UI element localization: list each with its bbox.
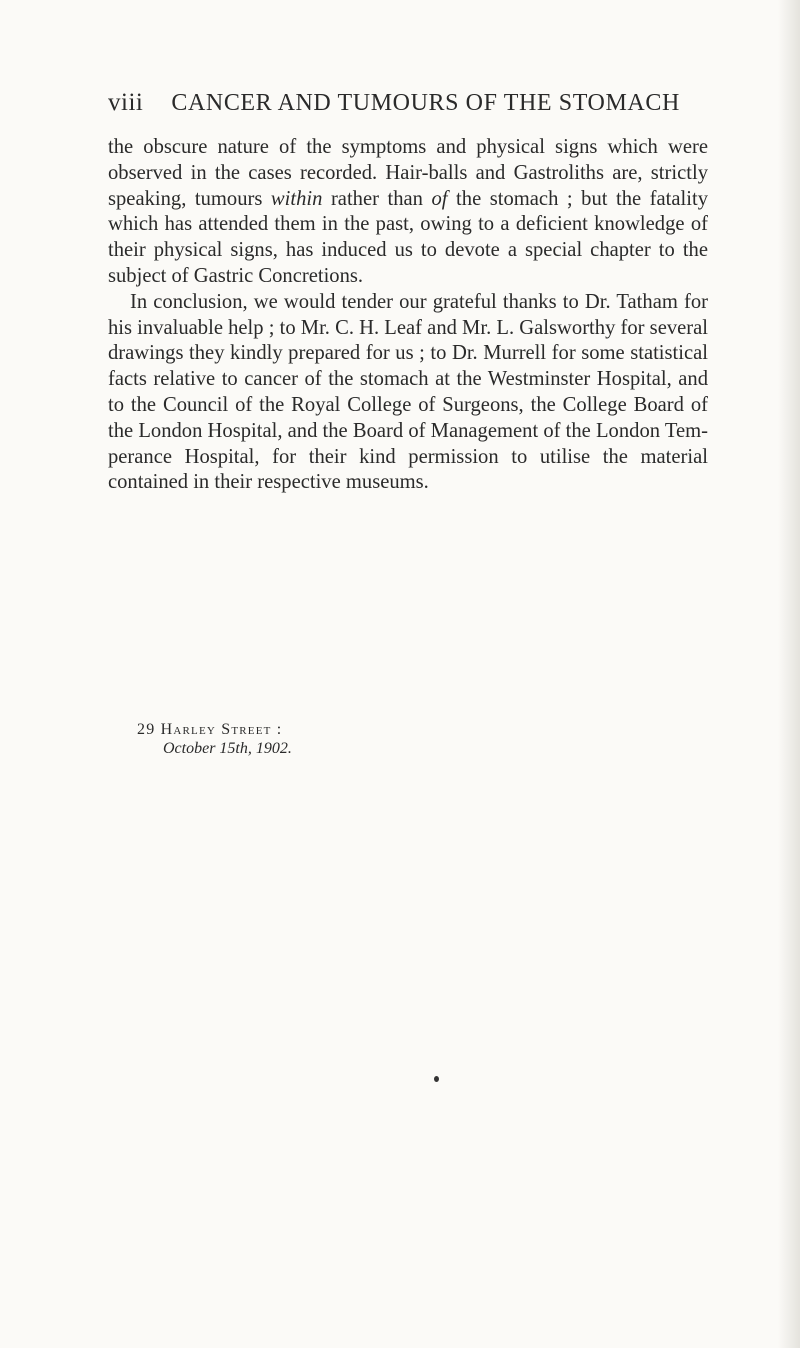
- emphasis-of: of: [431, 187, 448, 210]
- paragraph-1-part-2: rather than: [322, 187, 432, 210]
- address-line: 29 Harley Street :: [137, 721, 283, 738]
- signature-block: [137, 720, 537, 758]
- paragraph-1-part-3: the stomach ; but the fatality which has attended them in the past, owing to a deficient knowledge of their physical signs, has induced us to devote a special chapter to the subject of Gastric Concretions.: [108, 187, 708, 287]
- running-head: [108, 88, 708, 118]
- emphasis-within: within: [270, 187, 323, 210]
- running-title: CANCER AND TUMOURS OF THE STOMACH: [171, 90, 680, 116]
- date-line: October 15th, 1902.: [163, 740, 292, 757]
- page-edge-shadow: [778, 0, 800, 1348]
- paragraph-2: In conclusion, we would tender our grateful thanks to Dr. Tatham for his invaluable help ; to Mr. C. H. Leaf and Mr. L. Galsworthy for several drawings they kindly prepared for us ; to Dr. Murrell for some statistical facts relative to cancer of the stomach at the Westminster Hospital, and to the Council of the Royal College of Surgeons, the College Board of the London Hospital, and the Board of Management of the London Tem- perance Hospital, for their kind permission to utilise the material contained in their respective museums.: [108, 290, 708, 494]
- page-number: viii: [108, 89, 144, 116]
- stray-mark: [434, 1076, 439, 1082]
- paragraph-1: [108, 135, 708, 290]
- paragraph-1-part-1: the obscure nature of the symptoms and physical signs which were observed in the cases recorded. Hair-balls and Gastroliths are, strictly speaking, tumours: [108, 136, 708, 210]
- preface-text: [108, 135, 708, 496]
